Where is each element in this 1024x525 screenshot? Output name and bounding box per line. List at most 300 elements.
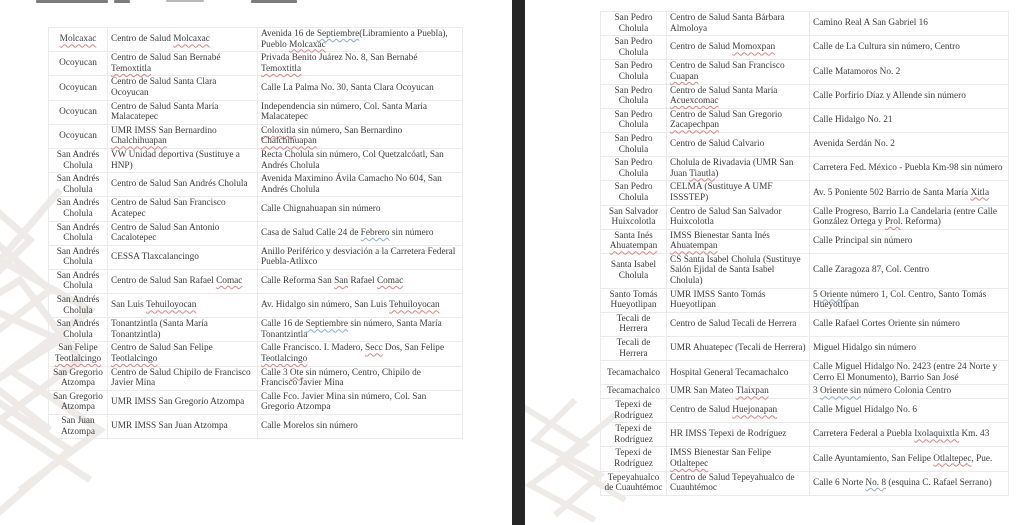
text-segment: Tepexi de Rodríguez [614, 448, 653, 469]
spellcheck-flagged-word: Comac [376, 276, 404, 287]
spellcheck-flagged-word: Otlaltepec [670, 458, 709, 469]
health-center-cell [667, 181, 810, 205]
address-cell [810, 60, 1009, 84]
text-segment: Calle Miguel Hidalgo No. 2423 (entre 24 Norte y Cerro El Monumento), Barrio San José [813, 362, 998, 383]
spellcheck-flagged-word: Ahuatempan [670, 241, 718, 252]
address-cell [810, 108, 1009, 132]
health-center-cell [108, 318, 258, 342]
address-cell [258, 390, 463, 414]
health-center-cell [667, 337, 810, 361]
text-segment: Centro de Salud San Andrés Cholula [111, 179, 248, 190]
municipality-cell [601, 337, 667, 361]
health-center-cell [108, 173, 258, 197]
table-row [49, 28, 463, 52]
text-segment: Centro de Salud San Antonio Cacalotepec [111, 222, 220, 244]
text-segment: número 1, Col. Centro, Santo Tomás Hueyotlipan [813, 289, 987, 311]
spellcheck-flagged-word: Teotlalcingo [54, 354, 102, 365]
municipality-cell [601, 471, 667, 495]
text-segment: Centro de Salud Calvario [670, 139, 765, 150]
text-segment: Centro de Salud Tepeyahualco de Cuauhtémoc [670, 472, 795, 494]
text-segment: Calle Porfirio Díaz y Allende sin número [813, 90, 966, 101]
address-cell [258, 342, 463, 366]
health-center-cell [667, 312, 810, 336]
text-segment: Camino Real A San Gabriel 16 [813, 18, 928, 29]
text-segment: Calle La Palma No. 30, Santa Clara Ocoyucan [261, 82, 434, 93]
text-segment: Calle 16 de [261, 319, 306, 330]
text-segment: Calle 6 Norte [813, 477, 866, 488]
table-row [601, 181, 1009, 205]
text-segment: San Gregorio Atzompa [53, 367, 103, 389]
text-segment: Centro de Salud Santa Bárbara Almoloya [670, 13, 785, 34]
grammar-flagged-word: Febrero [360, 227, 390, 238]
text-segment: Tecali de Herrera [616, 338, 651, 359]
health-center-cell [667, 288, 810, 312]
health-center-cell [108, 124, 258, 148]
table-row [49, 148, 463, 172]
table-row [49, 294, 463, 318]
table-row [49, 269, 463, 293]
table-row [49, 173, 463, 197]
spellcheck-flagged-word: Molcaxac [173, 34, 210, 45]
address-cell [258, 173, 463, 197]
table-row [49, 342, 463, 366]
address-cell [258, 318, 463, 342]
address-cell [810, 447, 1009, 471]
text-segment: Santa Inés [614, 230, 653, 241]
spellcheck-flagged-word: Zacapechpan [670, 120, 720, 131]
text-segment: Carretera Federal a Puebla [813, 429, 915, 440]
address-cell [258, 415, 463, 439]
text-segment: Tepexi de Rodríguez [614, 400, 653, 421]
table-row [601, 337, 1009, 361]
municipality-cell [49, 221, 108, 245]
health-center-cell [108, 294, 258, 318]
spellcheck-flagged-word: Cuapan [670, 71, 699, 82]
address-cell [258, 366, 463, 390]
health-center-cell [667, 12, 810, 36]
health-center-cell [667, 253, 810, 288]
table-row [601, 385, 1009, 399]
text-segment: Anillo Periférico y desviación a la Carretera Federal Puebla-Atlixco [261, 246, 456, 268]
municipality-cell [49, 342, 108, 366]
text-segment: San Pedro Cholula [614, 182, 653, 203]
text-segment: San Pedro Cholula [614, 13, 653, 34]
spellcheck-flagged-word: Ote [289, 367, 304, 378]
text-segment: IMSS Bienestar Santa Inés [670, 230, 770, 241]
municipality-cell [601, 108, 667, 132]
text-segment: 3 [813, 386, 820, 397]
spellcheck-flagged-word: Teotlalcingo [111, 354, 158, 365]
municipality-cell [49, 366, 108, 390]
spellcheck-flagged-word: Comac [216, 276, 243, 287]
text-segment: San Pedro Cholula [614, 133, 653, 155]
grammar-flagged-word: Oriente [819, 289, 848, 300]
address-cell [810, 337, 1009, 361]
address-cell [810, 132, 1009, 156]
table-row [49, 415, 463, 439]
table-row [49, 221, 463, 245]
text-segment: San Felipe [58, 343, 98, 354]
text-segment: Tecamachalco [606, 386, 661, 397]
text-segment: San Andrés Cholula [56, 246, 100, 268]
text-segment: IMSS Bienestar San Felipe [670, 448, 771, 459]
address-cell [258, 197, 463, 221]
text-segment: Centro de Salud [111, 34, 174, 45]
spellcheck-flagged-word: Xitla [970, 187, 990, 198]
text-segment: UMR IMSS Santo Tomás Hueyotlipan [670, 289, 766, 311]
municipality-cell [49, 100, 108, 124]
health-center-cell [108, 197, 258, 221]
address-cell [258, 28, 463, 52]
health-center-cell [667, 108, 810, 132]
health-center-cell [108, 366, 258, 390]
text-segment: San Pedro Cholula [614, 109, 653, 131]
text-segment: Miguel Hidalgo sin número [813, 343, 917, 354]
spellcheck-flagged-word: Prol [885, 217, 901, 228]
text-segment: Centro de Salud [670, 42, 733, 53]
grammar-flagged-word: Septiembre [305, 319, 349, 330]
spellcheck-flagged-word: Molcaxac [289, 39, 326, 50]
municipality-cell [601, 253, 667, 288]
municipality-cell [601, 447, 667, 471]
table-row [601, 423, 1009, 447]
table-row [601, 253, 1009, 288]
text-segment: Calle 3 [261, 367, 290, 378]
health-center-cell [108, 52, 258, 76]
text-segment: Recta Cholula sin número, Col Quetzalcóatl, San Andrés Cholula [261, 149, 444, 171]
municipality-cell [601, 312, 667, 336]
table-row [601, 361, 1009, 385]
spellcheck-flagged-word: Temoxtitla [111, 63, 152, 74]
spellcheck-flagged-word: Teotlalcingo [261, 354, 308, 365]
address-cell [810, 12, 1009, 36]
municipality-cell [49, 124, 108, 148]
text-segment: San Andrés Cholula [56, 319, 100, 340]
spellcheck-flagged-word: Ixolaquixtla [914, 429, 960, 440]
table-row [601, 84, 1009, 108]
municipality-cell [601, 361, 667, 385]
text-segment: Calle Matamoros No. 2 [813, 66, 901, 77]
municipality-cell [601, 84, 667, 108]
text-segment: San Pedro Cholula [614, 85, 653, 107]
spellcheck-flagged-word: Coloxitla [261, 125, 296, 136]
text-segment: Ocoyucan [59, 106, 97, 117]
text-segment: San Juan Atzompa [60, 416, 96, 437]
text-segment: sin número, Santa María Tonantzintla [261, 319, 442, 340]
spellcheck-flagged-word: Momoxpan [732, 42, 776, 53]
health-center-cell [667, 157, 810, 181]
address-cell [810, 253, 1009, 288]
text-segment: San Pedro Cholula [614, 37, 653, 58]
text-segment: UMR IMSS San Gregorio Atzompa [111, 397, 245, 408]
table-body-left [49, 28, 463, 439]
text-segment: Calle Zaragoza 87, Col. Centro [813, 265, 930, 276]
text-segment: sin número [389, 227, 434, 238]
table-row [601, 447, 1009, 471]
text-segment: Centro de Salud San Salvador Huixcolotla [670, 206, 782, 228]
municipality-cell [601, 229, 667, 253]
municipality-cell [49, 28, 108, 52]
municipality-cell [601, 36, 667, 60]
health-centers-table-left [48, 27, 463, 439]
text-segment: San Salvador Huixcolotla [608, 206, 659, 228]
text-segment: San Andrés Cholula [56, 222, 100, 244]
text-segment: Centro de Salud Chipilo de Francisco Javier Mina [111, 367, 251, 389]
text-segment: UMR Ahuatepec (Tecali de Herrera) [670, 343, 806, 354]
text-segment: Calle Reforma San [261, 276, 335, 287]
health-center-cell [667, 60, 810, 84]
table-body-right [601, 12, 1009, 496]
health-center-cell [108, 148, 258, 172]
municipality-cell [49, 173, 108, 197]
address-cell [258, 294, 463, 318]
municipality-cell [601, 205, 667, 229]
address-cell [810, 471, 1009, 495]
table-row [601, 108, 1009, 132]
table-row [49, 100, 463, 124]
text-segment: San Pedro Cholula [614, 158, 653, 179]
text-segment: Centro de Salud San Francisco [670, 61, 785, 72]
grammar-flagged-word: No. 8 [865, 477, 887, 488]
text-segment: San Luis [111, 300, 146, 311]
municipality-cell [601, 157, 667, 181]
text-segment: Av. 5 Poniente 502 Barrio de Santa María [813, 187, 971, 198]
text-segment: sin número, San Bernardino [295, 125, 403, 136]
table-row [49, 52, 463, 76]
address-cell [810, 423, 1009, 447]
text-segment: Calle Progreso, Barrio La Candelaria (entre Calle González Ortega y [813, 206, 998, 228]
table-row [601, 229, 1009, 253]
health-center-cell [108, 390, 258, 414]
text-segment: Calle Chignahuapan sin número [261, 203, 381, 214]
municipality-cell [49, 415, 108, 439]
spellcheck-flagged-word: Tehuiloyocan [145, 300, 197, 311]
text-segment: San Andrés Cholula [56, 295, 100, 316]
text-segment: San Andrés Cholula [56, 174, 100, 195]
text-segment: Calle de La Cultura sin número, Centro [813, 42, 960, 53]
spellcheck-flagged-word: Ahuatempan [609, 241, 658, 252]
text-segment: Privada Benito Juárez No. 8, San Bernabé [261, 53, 418, 64]
health-center-cell [667, 132, 810, 156]
text-segment: Santa Isabel Cholula [610, 260, 657, 281]
health-center-cell [667, 361, 810, 385]
spellcheck-flagged-word: Chalchihuapan [261, 136, 317, 147]
spellcheck-flagged-word: San [334, 276, 349, 287]
table-row [601, 36, 1009, 60]
municipality-cell [49, 390, 108, 414]
grammar-flagged-word: Septiembre [316, 29, 360, 39]
address-cell [810, 399, 1009, 423]
address-cell [810, 312, 1009, 336]
municipality-cell [601, 288, 667, 312]
municipality-cell [49, 269, 108, 293]
health-center-cell [667, 36, 810, 60]
text-segment: Centro de Salud San Gregorio [670, 109, 783, 120]
text-segment: Ocoyucan [59, 82, 97, 93]
municipality-cell [601, 399, 667, 423]
text-segment: UMR IMSS San Bernardino [111, 125, 217, 136]
text-segment: Centro de Salud Santa Clara Ocoyucan [111, 77, 217, 98]
text-segment: Km. 43 [959, 429, 990, 440]
text-segment: Tepeyahualco de Cuauhtémoc [604, 472, 663, 494]
municipality-cell [49, 197, 108, 221]
cutoff-text-fragment [251, 0, 297, 3]
table-row [49, 318, 463, 342]
text-segment: Avenida Maximino Ávila Camacho No 604, San Andrés Cholula [261, 174, 442, 195]
cutoff-text-fragment [114, 0, 130, 3]
health-center-cell [667, 205, 810, 229]
health-center-cell [108, 245, 258, 269]
health-center-cell [108, 76, 258, 100]
text-segment: San Andrés Cholula [56, 270, 100, 292]
address-cell [810, 205, 1009, 229]
text-segment: Tepexi de Rodríguez [614, 424, 653, 445]
text-segment: número Colonia Centro [861, 386, 952, 397]
text-segment: UMR San Mateo [670, 386, 736, 397]
text-segment: Centro de Salud San Rafael [111, 276, 217, 287]
municipality-cell [601, 132, 667, 156]
page-divider [512, 0, 525, 525]
text-segment: Calle Francisco. I. Madero, [261, 343, 366, 354]
table-row [601, 288, 1009, 312]
health-center-cell [667, 84, 810, 108]
municipality-cell [601, 181, 667, 205]
text-segment: San Gregorio Atzompa [53, 391, 103, 413]
table-row [601, 157, 1009, 181]
text-segment: UMR IMSS San Juan Atzompa [111, 421, 228, 432]
address-cell [258, 221, 463, 245]
grammar-flagged-word: Oriente sin [819, 386, 862, 397]
table-row [601, 132, 1009, 156]
address-cell [258, 269, 463, 293]
text-segment: Calle Ayuntamiento, San Felipe [813, 453, 934, 464]
health-center-cell [667, 229, 810, 253]
table-row [49, 390, 463, 414]
address-cell [810, 288, 1009, 312]
table-row [601, 60, 1009, 84]
spellcheck-flagged-word: Secc [365, 343, 383, 354]
text-segment: sin número, Centro, Chipilo de Francisco Javier Mina [261, 367, 421, 389]
spellcheck-flagged-word: Temoxtitla [261, 63, 302, 74]
municipality-cell [49, 245, 108, 269]
text-segment: HR IMSS Tepexi de Rodríguez [670, 429, 787, 440]
municipality-cell [601, 423, 667, 447]
text-segment: Centro de Salud [670, 405, 733, 416]
address-cell [258, 76, 463, 100]
spellcheck-flagged-word: Huejonapan [732, 405, 778, 416]
table-row [601, 205, 1009, 229]
table-row [49, 245, 463, 269]
text-segment: Centro de Salud Santa María [670, 85, 778, 96]
address-cell [258, 100, 463, 124]
health-center-cell [667, 423, 810, 447]
text-segment: 5 [813, 289, 820, 300]
text-segment: CELMA (Sustituye A UMF ISSSTEP) [670, 182, 773, 203]
text-segment: Tecali de Herrera [616, 313, 651, 335]
text-segment: Centro de Salud San Felipe [111, 343, 213, 354]
spellcheck-flagged-word: Otlaltepec [933, 453, 972, 464]
health-center-cell [667, 399, 810, 423]
table-row [49, 76, 463, 100]
spellcheck-flagged-word: Tiautla [689, 168, 716, 179]
health-center-cell [108, 415, 258, 439]
text-segment: Hospital General Tecamachalco [670, 367, 789, 378]
cutoff-text-fragment [36, 0, 108, 3]
text-segment: Centro de Salud San Francisco Acatepec [111, 198, 226, 219]
address-cell [258, 245, 463, 269]
text-segment: Centro de Salud San Bernabé [111, 53, 221, 64]
text-segment: Centro de Salud Santa María Malacatepec [111, 101, 219, 123]
text-segment: , Pue. [971, 453, 993, 464]
table-row [49, 366, 463, 390]
text-segment: VW Unidad deportiva (Sustituye a HNP) [111, 149, 240, 171]
text-segment: Independencia sin número, Col. Santa María Malacatepec [261, 101, 428, 123]
address-cell [810, 157, 1009, 181]
address-cell [258, 124, 463, 148]
spellcheck-flagged-word: Chalchihuapan [111, 136, 167, 147]
text-segment: Carretera Fed. México - Puebla Km-98 sin número [813, 163, 1003, 174]
health-center-cell [667, 471, 810, 495]
address-cell [810, 385, 1009, 399]
spellcheck-flagged-word: Tlaixpan [735, 386, 769, 397]
address-cell [258, 52, 463, 76]
health-centers-table-right [600, 11, 1009, 496]
text-segment: Rafael [348, 276, 377, 287]
text-segment: (esquina C. Rafael Serrano) [886, 477, 992, 488]
text-segment: Calle Hidalgo No. 21 [813, 115, 893, 126]
address-cell [810, 36, 1009, 60]
text-segment: San Pedro Cholula [614, 61, 653, 82]
spellcheck-flagged-word: Tehuiloyocan [389, 300, 440, 311]
text-segment: Dos, San Felipe [382, 343, 445, 354]
text-segment: CESSA Tlaxcalancingo [111, 251, 199, 262]
text-segment: Centro de Salud Tecali de Herrera [670, 319, 797, 330]
text-segment: Calle Morelos sin número [261, 421, 358, 432]
text-segment: Casa de Salud Calle 24 de [261, 227, 361, 238]
municipality-cell [601, 12, 667, 36]
text-segment: Avenida 16 de [261, 29, 317, 39]
table-row [601, 312, 1009, 336]
municipality-cell [601, 385, 667, 399]
health-center-cell [108, 269, 258, 293]
health-center-cell [108, 28, 258, 52]
health-center-cell [108, 342, 258, 366]
address-cell [810, 181, 1009, 205]
text-segment: (Libramiento a Puebla), Pueblo [261, 29, 448, 50]
health-center-cell [667, 385, 810, 399]
text-segment: Av. Hidalgo sin número, San Luis [261, 300, 390, 311]
table-row [601, 471, 1009, 495]
table-row [49, 124, 463, 148]
address-cell [810, 229, 1009, 253]
address-cell [258, 148, 463, 172]
municipality-cell [49, 76, 108, 100]
cutoff-text-fragment [166, 0, 204, 2]
text-segment: San Andrés Cholula [56, 149, 100, 171]
health-center-cell [667, 447, 810, 471]
text-segment: Calle Rafael Cortes Oriente sin número [813, 319, 960, 330]
text-segment: Ocoyucan [59, 131, 97, 142]
table-row [601, 399, 1009, 423]
text-segment: ) [715, 168, 719, 179]
text-segment: Calle Principal sin número [813, 235, 913, 246]
text-segment: Tonantzintla (Santa María Tonantzintla) [111, 319, 208, 340]
text-segment: Santo Tomás Hueyotlipan [609, 289, 658, 311]
spellcheck-flagged-word: Acuexcomac [670, 96, 719, 107]
municipality-cell [49, 148, 108, 172]
table-row [49, 197, 463, 221]
text-segment: San Andrés Cholula [56, 198, 100, 219]
